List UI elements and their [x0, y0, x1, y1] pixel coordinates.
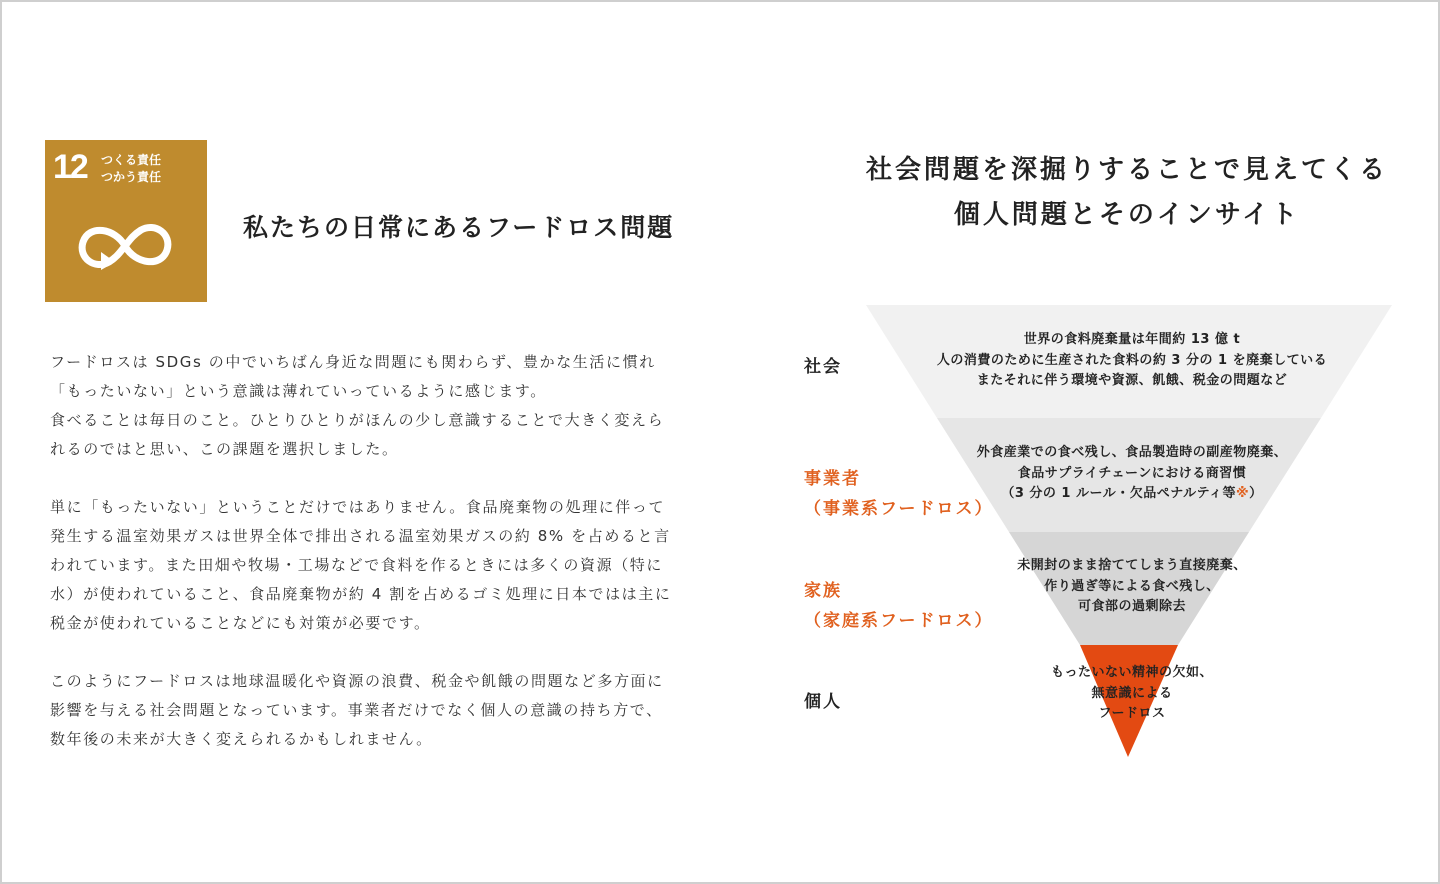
tier-text-business: [952, 443, 1312, 505]
diagram-title-line-2: 個人問題とそのインサイト: [953, 200, 1301, 230]
text-line: 税金が使われていることなどにも対策が必要です。: [50, 614, 431, 632]
text-line: 発生する温室効果ガスは世界全体で排出される温室効果ガスの約 8% を占めると言: [50, 527, 671, 545]
tier-text-line: 人の消費のために生産された食料の約 3 分の 1 を廃棄している: [936, 352, 1328, 368]
text-line: 影響を与える社会問題となっています。事業者だけでなく個人の意識の持ち方で、: [50, 701, 663, 719]
level-label-individual: [804, 687, 842, 717]
tier-text-line: 食品サプライチェーンにおける商習慣: [1017, 465, 1247, 481]
tier-text-line: 外食産業での食べ残し、食品製造時の副産物廃棄、: [976, 445, 1288, 460]
section-title: 私たちの日常にあるフードロス問題: [243, 213, 675, 242]
text-line: 単に「もったいない」ということだけではありません。食品廃棄物の処理に伴って: [50, 498, 666, 516]
text-line: 水）が使われていること、食品廃棄物が約 4 割を占めるゴミ処理に日本ではは主に: [50, 585, 672, 603]
tier-text-line: 作り過ぎ等による食べ残し、: [1044, 578, 1220, 594]
diagram-title-line-1: 社会問題を深掘りすることで見えてくる: [865, 155, 1388, 185]
tier-text-line: [952, 484, 1312, 505]
tier-text-line: もったいない精神の欠如、: [1050, 665, 1213, 680]
text-line: 「もったいない」という意識は薄れていっているように感じます。: [50, 382, 547, 400]
tier-text-line: 未開封のまま捨ててしまう直接廃棄、: [1017, 558, 1247, 573]
level-label-subtext: （事業系フードロス）: [804, 499, 994, 519]
text-line: われています。また田畑や牧場・工場などで食料を作るときには多くの資源（特に: [50, 556, 664, 574]
level-label-society: [804, 352, 842, 382]
paragraph-2: [50, 493, 730, 638]
level-label-family: [804, 576, 994, 636]
tier-text-line: 可食部の過剰除去: [1077, 599, 1186, 614]
tier-text-society: [902, 330, 1362, 392]
note-mark: ※: [1236, 486, 1250, 501]
text-line: フードロスは SDGs の中でいちばん身近な問題にも関わらず、豊かな生活に慣れ: [50, 353, 656, 371]
tier-text-individual: [1027, 663, 1237, 725]
sdg-goal-title: つくる責任 つかう責任: [101, 153, 162, 184]
tier-text-fragment: （3 分の 1 ルール・欠品ペナルティ等: [1001, 486, 1237, 501]
diagram-title: [862, 148, 1392, 238]
tier-text-line: 無意識による: [1091, 685, 1173, 701]
paragraph-3: [50, 667, 730, 754]
level-label-text: 個人: [804, 692, 842, 712]
sdg-goal-number: 12: [53, 148, 87, 186]
tier-text-line: フードロス: [1098, 706, 1166, 721]
level-label-text: 社会: [804, 357, 842, 377]
tier-text-line: 世界の食料廃棄量は年間約 13 億 t: [1023, 332, 1241, 347]
level-label-text: 事業者: [804, 469, 861, 489]
infinity-arrow-icon: [71, 214, 179, 278]
tier-text-fragment: ）: [1249, 486, 1263, 501]
text-line: れるのではと思い、この課題を選択しました。: [50, 440, 399, 458]
level-label-text: 家族: [804, 581, 842, 601]
text-line: 数年後の未来が大きく変えられるかもしれません。: [50, 730, 433, 748]
tier-text-family: [992, 556, 1272, 618]
tier-text-line: またそれに伴う環境や資源、飢餓、税金の問題など: [976, 373, 1288, 388]
paragraph-1: [50, 348, 730, 464]
sdg-goal-12-badge: [45, 140, 207, 302]
level-label-subtext: （家庭系フードロス）: [804, 611, 994, 631]
text-line: 食べることは毎日のこと。ひとりひとりがほんの少し意識することで大きく変えら: [50, 411, 665, 429]
text-line: このようにフードロスは地球温暖化や資源の浪費、税金や飢餓の問題など多方面に: [50, 672, 664, 690]
body-text: [50, 348, 730, 783]
